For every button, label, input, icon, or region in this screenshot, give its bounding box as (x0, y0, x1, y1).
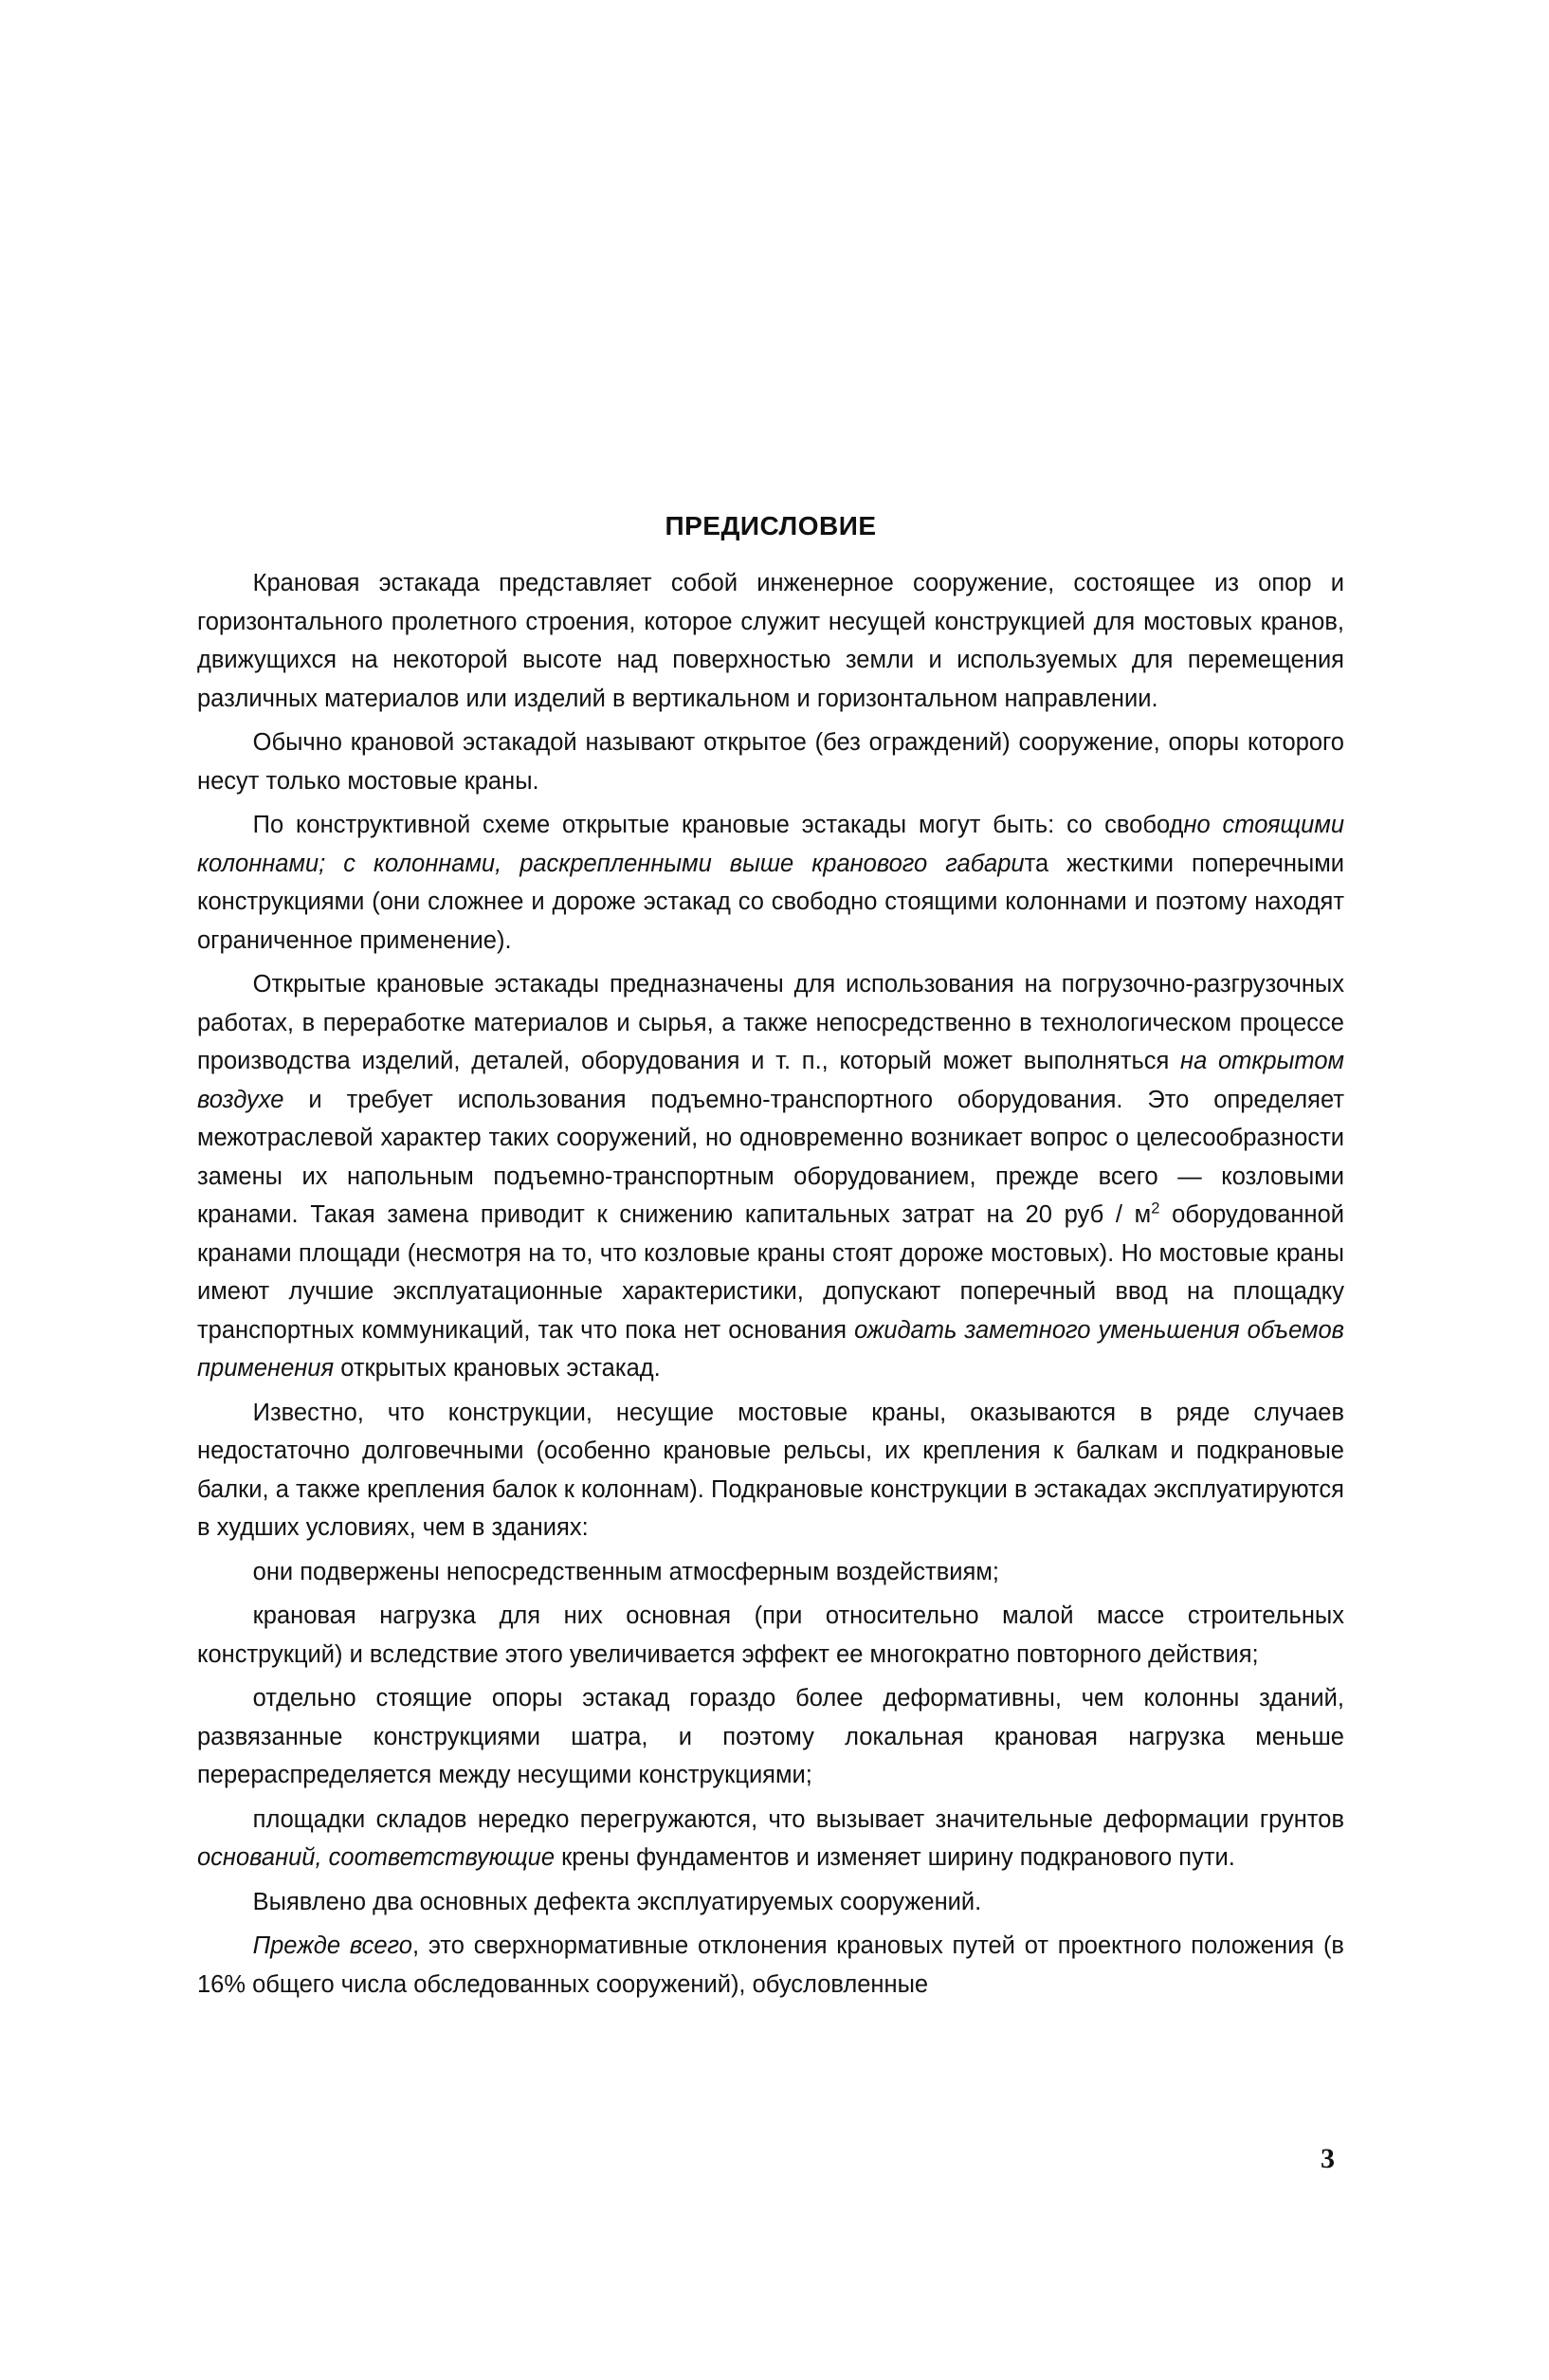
paragraph-11-emphasis: Прежде всего (252, 1932, 412, 1959)
paragraph-3-part-b: но стоящими колоннами; с колоннами, раскрепленными выше кранового габари (197, 812, 1345, 877)
paragraph-1: Крановая эстакада представляет собой инженерное сооружение, состоящее из опор и горизонтального пролетного строения, которое служит несущей конструкцией для мостовых кранов, движущихся на некоторой высоте над поверхностью земли и используемых для перемещения различных материалов или изделий в вертикальном и горизонтальном направлении. (197, 570, 1344, 712)
paragraph-4-emphasis-2: ожидать заметного уменьшения объемов применения (197, 1316, 1344, 1382)
paragraph-4-emphasis-1: на открытом воздухе (197, 1048, 1344, 1113)
paragraph-3 (197, 806, 1344, 960)
paragraph-4-part-b: и требует использования подъемно-транспортного оборудования. Это определяет межотраслевой характер таких сооружений, но одновременно возникает вопрос о целесообразности замены их напольным подъемно-транспортным оборудованием, прежде всего — козловыми кранами. Такая замена приводит к снижению капитальных затрат на 20 руб / м (197, 1086, 1344, 1228)
paragraph-4 (197, 965, 1344, 1388)
paragraph-4-part-c: оборудованной кранами площади (несмотря на то, что козловые краны стоят дороже мостовых). Но мостовые краны имеют лучшие эксплуатационные характеристики, допускают поперечный ввод на площадку транспортных коммуникаций, так что пока нет основания (197, 1201, 1345, 1344)
paragraph-11 (197, 1927, 1344, 2004)
paragraph-9-part-b: крены фундаментов и изменяет ширину подкранового пути. (555, 1844, 1235, 1871)
paragraph-6: они подвержены непосредственным атмосферным воздействиям; (252, 1558, 999, 1585)
document-page (197, 507, 1344, 2009)
paragraph-4-part-d: открытых крановых эстакад. (334, 1355, 661, 1382)
paragraph-9 (197, 1801, 1344, 1877)
paragraph-9-emphasis: оснований, соответствующие (197, 1844, 556, 1871)
page-title: ПРЕДИСЛОВИЕ (665, 511, 877, 540)
paragraph-5: Известно, что конструкции, несущие мостовые краны, оказываются в ряде случаев недостаточно долговечными (особенно крановые рельсы, их крепления к балкам и подкрановые балки, а также крепления балок к колоннам). Подкрановые конструкции в эстакадах эксплуатируются в худших условиях, чем в зданиях: (197, 1399, 1344, 1541)
paragraph-3-part-c: та жесткими поперечными конструкциями (они сложнее и дороже эстакад со свободно стоящими колоннами и поэтому находят ограниченное применение). (197, 850, 1344, 954)
paragraph-10: Выявлено два основных дефекта эксплуатируемых сооружений. (252, 1888, 982, 1915)
paragraph-4-part-a: Открытые крановые эстакады предназначены для использования на погрузочно-разгрузочных работах, в переработке материалов и сырья, а также непосредственно в технологическом процессе производства изделий, деталей, оборудования и т. п., который может выполняться (197, 971, 1344, 1074)
paragraph-2: Обычно крановой эстакадой называют открытое (без ограждений) сооружение, опоры которого несут только мостовые краны. (197, 729, 1344, 795)
superscript-2: 2 (1151, 1199, 1160, 1217)
paragraph-7: крановая нагрузка для них основная (при относительно малой массе строительных конструкций) и вследствие этого увеличивается эффект ее многократно повторного действия; (197, 1602, 1344, 1668)
paragraph-9-part-a: площадки складов нередко перегружаются, что вызывает значительные деформации грунтов (252, 1805, 1344, 1833)
paragraph-8: отдельно стоящие опоры эстакад гораздо более деформативны, чем колонны зданий, развязанные конструкциями шатра, и поэтому локальная крановая нагрузка меньше перераспределяется между несущими конструкциями; (197, 1685, 1344, 1788)
paragraph-11-part-a: , это сверхнормативные отклонения крановых путей от проектного положения (в 16% общего числа обследованных сооружений), обусловленные (197, 1932, 1344, 1998)
paragraph-3-part-a: По конструктивной схеме открытые крановые эстакады могут быть: со свобод (252, 812, 1184, 838)
page-number: 3 (1321, 2143, 1335, 2174)
